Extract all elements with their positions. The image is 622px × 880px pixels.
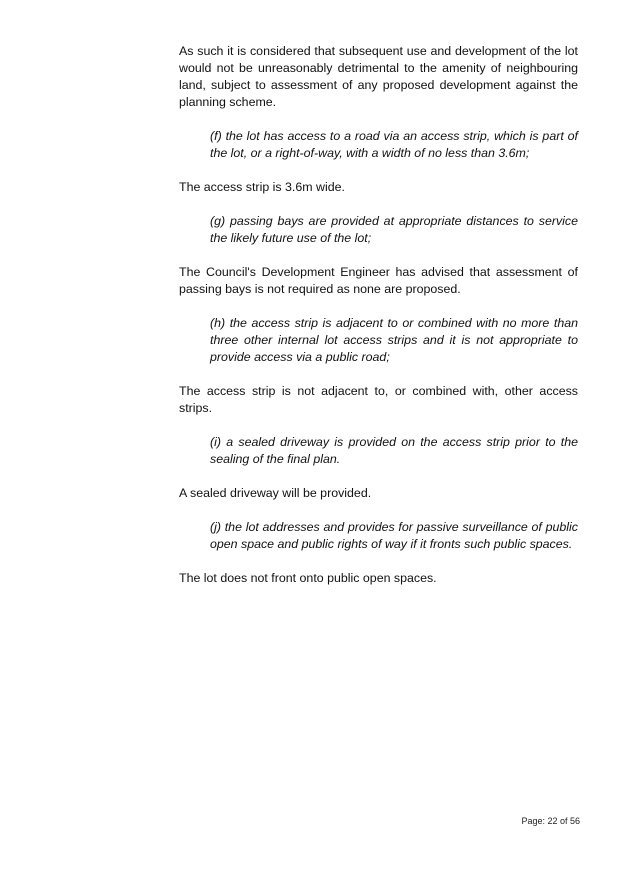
assessment-paragraph: A sealed driveway will be provided. [179,486,372,500]
criterion-i: (i) a sealed driveway is provided on the access strip prior to the sealing of the final plan. [210,435,578,466]
assessment-paragraph: The Council's Development Engineer has advised that assessment of passing bays is not required as none are proposed. [179,265,578,296]
assessment-paragraph: The access strip is 3.6m wide. [179,180,345,194]
assessment-paragraph: The lot does not front onto public open spaces. [179,571,437,585]
page-number: Page: 22 of 56 [521,816,580,826]
criterion-g: (g) passing bays are provided at appropriate distances to service the likely future use of the lot; [210,214,578,245]
criterion-h: (h) the access strip is adjacent to or combined with no more than three other internal lot access strips and it is not appropriate to provide access via a public road; [210,316,578,364]
document-body [179,43,578,604]
criterion-j: (j) the lot addresses and provides for passive surveillance of public open space and public rights of way if it fronts such public spaces. [210,520,578,551]
assessment-paragraph: As such it is considered that subsequent use and development of the lot would not be unreasonably detrimental to the amenity of neighbouring land, subject to assessment of any proposed development against the planning scheme. [179,44,578,109]
assessment-paragraph: The access strip is not adjacent to, or combined with, other access strips. [179,384,578,415]
criterion-f: (f) the lot has access to a road via an access strip, which is part of the lot, or a right-of-way, with a width of no less than 3.6m; [210,129,578,160]
